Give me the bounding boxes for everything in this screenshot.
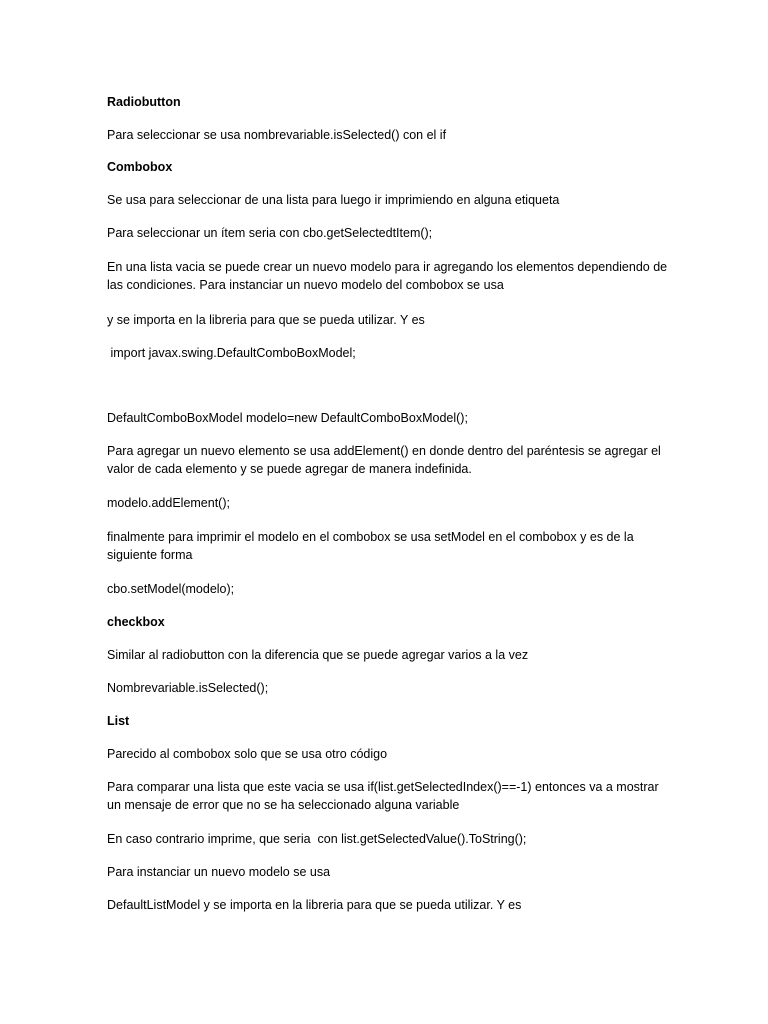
code-line: DefaultComboBoxModel modelo=new DefaultComboBoxModel(); [107, 411, 468, 425]
heading-list: List [107, 714, 130, 728]
paragraph: Similar al radiobutton con la diferencia que se puede agregar varios a la vez [107, 648, 529, 662]
paragraph: Se usa para seleccionar de una lista para luego ir imprimiendo en alguna etiqueta [107, 193, 560, 207]
code-line: modelo.addElement(); [107, 496, 230, 510]
paragraph: y se importa en la libreria para que se pueda utilizar. Y es [107, 313, 425, 327]
paragraph: finalmente para imprimir el modelo en el combobox se usa setModel en el combobox y es de la siguiente forma [107, 530, 634, 562]
paragraph: Para instanciar un nuevo modelo se usa [107, 865, 331, 879]
paragraph: En caso contrario imprime, que seria con list.getSelectedValue().ToString(); [107, 832, 527, 846]
paragraph: Para comparar una lista que este vacia se usa if(list.getSelectedIndex()==-1) entonces va a mostrar un mensaje de error que no se ha seleccionado alguna variable [107, 780, 659, 812]
code-line: Nombrevariable.isSelected(); [107, 681, 269, 695]
code-line: cbo.setModel(modelo); [107, 582, 235, 596]
paragraph: Para agregar un nuevo elemento se usa addElement() en donde dentro del paréntesis se agregar el valor de cada elemento y se puede agregar de manera indefinida. [107, 444, 661, 476]
heading-radiobutton: Radiobutton [107, 95, 181, 109]
code-line: import javax.swing.DefaultComboBoxModel; [107, 346, 356, 360]
heading-combobox: Combobox [107, 160, 173, 174]
heading-checkbox: checkbox [107, 615, 165, 629]
paragraph: Parecido al combobox solo que se usa otro código [107, 747, 388, 761]
paragraph: DefaultListModel y se importa en la libreria para que se pueda utilizar. Y es [107, 898, 522, 912]
paragraph: Para seleccionar un ítem seria con cbo.getSelectedtItem(); [107, 226, 433, 240]
paragraph: Para seleccionar se usa nombrevariable.isSelected() con el if [107, 128, 447, 142]
paragraph: En una lista vacia se puede crear un nuevo modelo para ir agregando los elementos dependiendo de las condiciones. Para instanciar un nuevo modelo del combobox se usa [107, 260, 668, 292]
